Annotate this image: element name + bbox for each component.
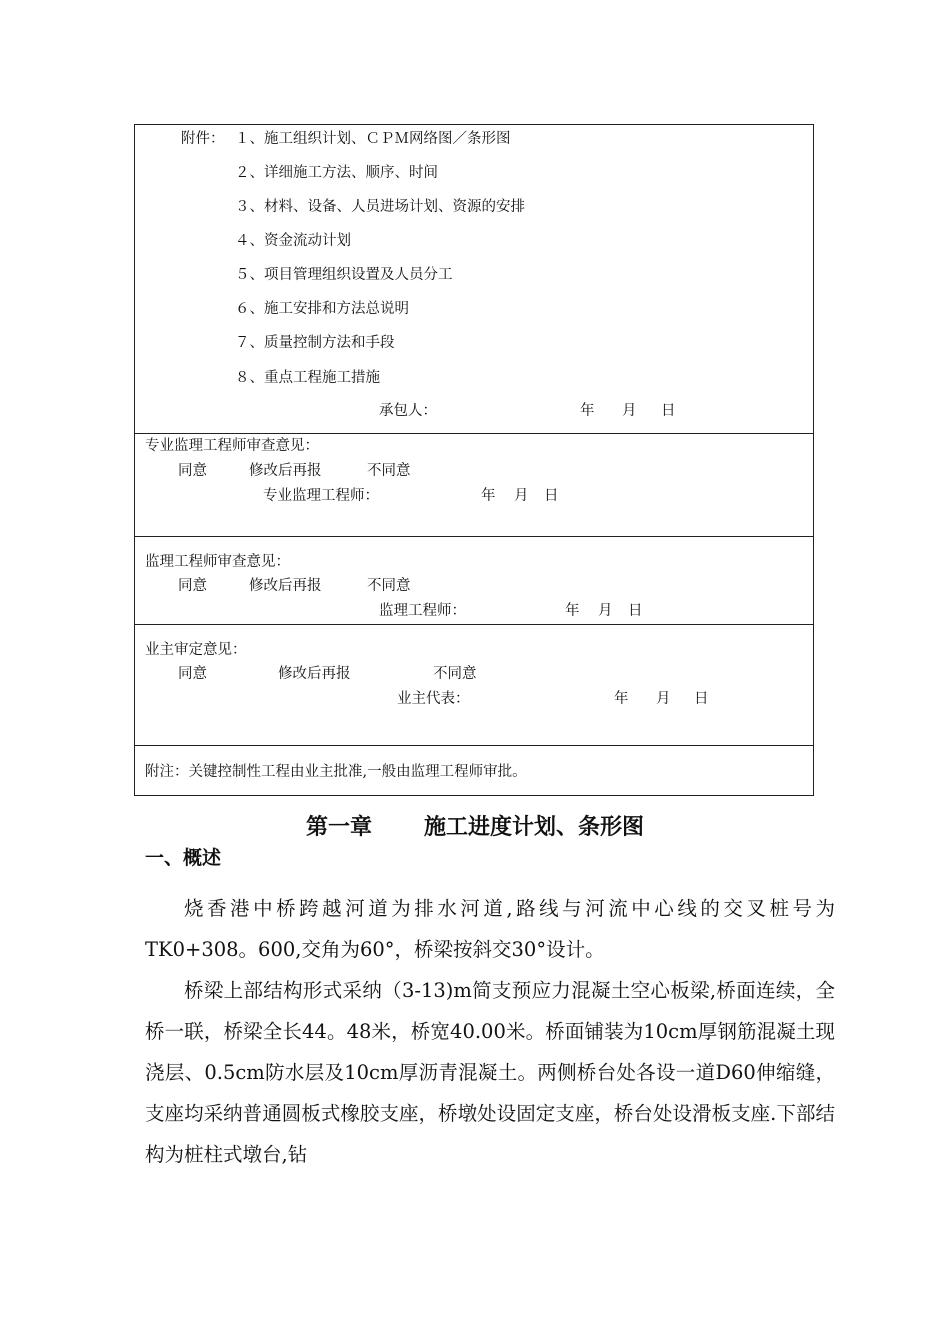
chapter-heading bbox=[0, 810, 950, 841]
engineer-label: 监理工程师： bbox=[379, 603, 466, 619]
attachments-label: 附件： bbox=[181, 131, 225, 147]
attachment-item: ３、材料、设备、人员进场计划、资源的安排 bbox=[235, 199, 525, 215]
divider bbox=[135, 624, 813, 625]
engineer-review-title: 监理工程师审查意见： bbox=[145, 554, 290, 570]
option-revise: 修改后再报 bbox=[249, 578, 322, 594]
date-day: 日 bbox=[694, 691, 709, 707]
contractor-label: 承包人： bbox=[379, 403, 437, 419]
divider bbox=[135, 745, 813, 746]
option-agree: 同意 bbox=[178, 463, 207, 479]
divider bbox=[135, 433, 813, 434]
date-day: 日 bbox=[661, 403, 676, 419]
attachment-item: ８、重点工程施工措施 bbox=[235, 370, 380, 386]
body-text bbox=[145, 888, 835, 1175]
date-year: 年 bbox=[614, 691, 629, 707]
attachment-item: ６、施工安排和方法总说明 bbox=[235, 301, 409, 317]
date-day: 日 bbox=[628, 603, 643, 619]
attachment-item: １、施工组织计划、ＣＰＭ网络图／条形图 bbox=[235, 131, 511, 147]
option-disagree: 不同意 bbox=[367, 463, 411, 479]
date-month: 月 bbox=[514, 488, 529, 504]
date-year: 年 bbox=[481, 488, 496, 504]
specialist-engineer-label: 专业监理工程师： bbox=[263, 488, 379, 504]
paragraph: 烧香港中桥跨越河道为排水河道,路线与河流中心线的交叉桩号为TK0+308。600,交角为60°，桥梁按斜交30°设计。 bbox=[145, 897, 835, 961]
option-revise: 修改后再报 bbox=[249, 463, 322, 479]
paragraph: 桥梁上部结构形式采纳（3-13)m简支预应力混凝土空心板梁,桥面连续，全桥一联，桥梁全长44。48米，桥宽40.00米。桥面铺装为10cm厚钢筋混凝土现浇层、0.5cm防水层及10cm厚沥青混凝土。两侧桥台处各设一道D60伸缩缝，支座均采纳普通圆板式橡胶支座，桥墩处设固定支座，桥台处设滑板支座.下部结构为桩柱式墩台,钻 bbox=[145, 979, 835, 1166]
chapter-number: 第一章 bbox=[305, 815, 372, 840]
date-month: 月 bbox=[622, 403, 637, 419]
date-month: 月 bbox=[656, 691, 671, 707]
attachment-item: ７、质量控制方法和手段 bbox=[235, 335, 395, 351]
date-year: 年 bbox=[580, 403, 595, 419]
attachment-item: ２、详细施工方法、顺序、时间 bbox=[235, 165, 438, 181]
approval-form-table bbox=[134, 124, 814, 796]
option-revise: 修改后再报 bbox=[278, 666, 351, 682]
option-disagree: 不同意 bbox=[367, 578, 411, 594]
date-day: 日 bbox=[544, 488, 559, 504]
section-title: 一、概述 bbox=[145, 847, 222, 869]
chapter-title: 施工进度计划、条形图 bbox=[424, 815, 645, 840]
option-agree: 同意 bbox=[178, 578, 207, 594]
owner-review-title: 业主审定意见： bbox=[145, 642, 247, 658]
date-month: 月 bbox=[598, 603, 613, 619]
form-note: 附注：关键控制性工程由业主批准,一般由监理工程师审批。 bbox=[145, 764, 527, 780]
option-agree: 同意 bbox=[178, 666, 207, 682]
divider bbox=[135, 536, 813, 537]
attachment-item: ４、资金流动计划 bbox=[235, 233, 351, 249]
specialist-review-title: 专业监理工程师审查意见： bbox=[145, 438, 319, 454]
date-year: 年 bbox=[565, 603, 580, 619]
option-disagree: 不同意 bbox=[433, 666, 477, 682]
attachment-item: ５、项目管理组织设置及人员分工 bbox=[235, 267, 453, 283]
owner-rep-label: 业主代表： bbox=[397, 691, 470, 707]
